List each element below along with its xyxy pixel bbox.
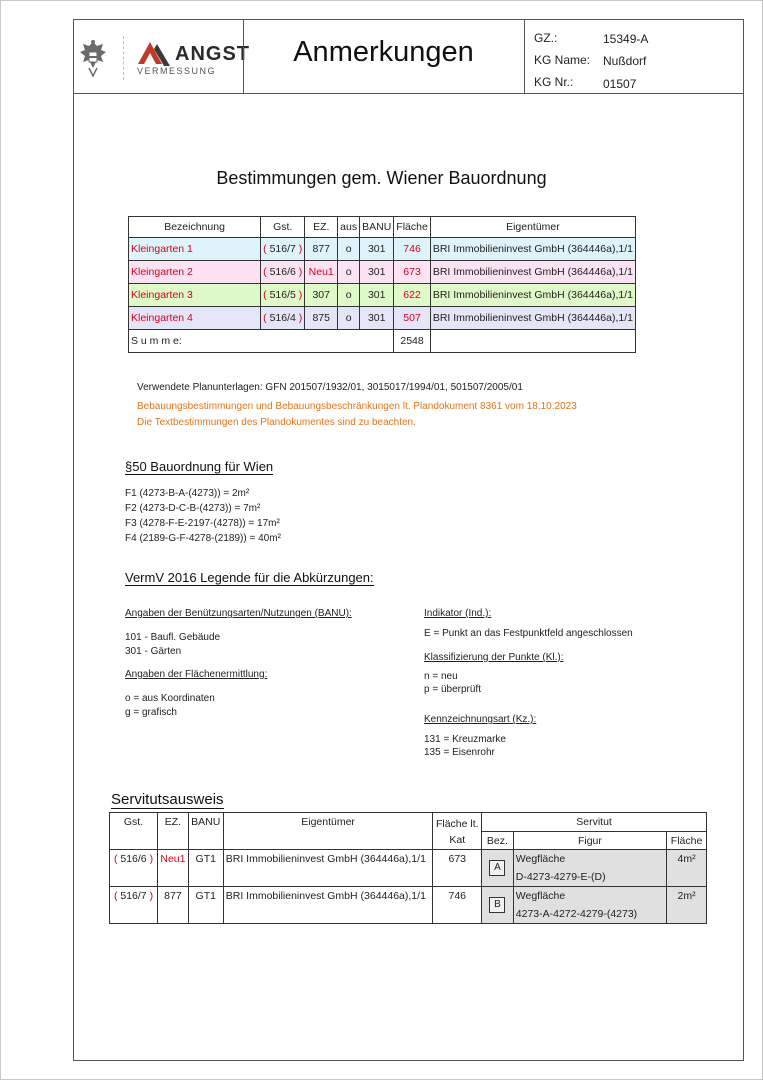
- table-row: [129, 307, 636, 330]
- table-row: [129, 284, 636, 307]
- servitut-header-row: [110, 813, 707, 832]
- legend-title: VermV 2016 Legende für die Abkürzungen:: [125, 570, 374, 585]
- paren-close: ): [295, 243, 303, 255]
- cell-aus: o: [338, 238, 360, 261]
- cell-bezeichnung: Kleingarten 4: [129, 307, 261, 330]
- cell-bezeichnung: Kleingarten 3: [129, 284, 261, 307]
- indikator-title: Indikator (Ind.):: [424, 608, 492, 619]
- kennzeichnung-item: 135 = Eisenrohr: [424, 747, 495, 758]
- servitut-row: [110, 887, 707, 924]
- col-header: Servitut: [482, 813, 707, 832]
- indikator-item: E = Punkt an das Festpunktfeld angeschlossen: [424, 628, 633, 639]
- servitut-title: Servitutsausweis: [111, 791, 224, 808]
- klassifizierung-item: n = neu: [424, 671, 458, 682]
- klassifizierung-title: Klassifizierung der Punkte (Kl.):: [424, 652, 564, 663]
- cell-flaeche: 673: [394, 261, 431, 284]
- cell-gst: [261, 238, 305, 261]
- kennzeichnung-item: 131 = Kreuzmarke: [424, 734, 506, 745]
- cell-flaeche: 2m²: [667, 887, 707, 924]
- cell-owner: BRI Immobilieninvest GmbH (364446a),1/1: [430, 284, 635, 307]
- paren-open: (: [113, 890, 121, 902]
- col-header-flaeche-kat: [433, 813, 482, 850]
- banu-item: 301 - Gärten: [125, 646, 182, 657]
- cell-gst: [110, 850, 158, 887]
- meta-label-kg-nr: KG Nr.:: [534, 75, 574, 89]
- col-header: Fläche: [667, 832, 707, 850]
- cell-ez: 877: [158, 887, 189, 924]
- sum-row: [129, 330, 636, 353]
- flaeche-item: g = grafisch: [125, 707, 177, 718]
- meta-value-kg-name: Nußdorf: [603, 54, 647, 68]
- para50-item: F2 (4273-D-C-B-(4273)) = 7m²: [125, 503, 261, 514]
- kennzeichnung-title: Kennzeichnungsart (Kz.):: [424, 714, 537, 725]
- para50-title: §50 Bauordnung für Wien: [125, 459, 274, 474]
- coat-of-arms-icon: [77, 38, 109, 78]
- cell-ez: 307: [305, 284, 338, 307]
- cell-owner: BRI Immobilieninvest GmbH (364446a),1/1: [430, 238, 635, 261]
- cell-bez: [482, 850, 514, 887]
- meta-separator: [524, 19, 525, 93]
- banu-item: 101 - Baufl. Gebäude: [125, 632, 221, 643]
- paren-open: (: [263, 312, 270, 324]
- cell-flaeche: 507: [394, 307, 431, 330]
- cell-figur: [513, 887, 666, 924]
- gst-value: 516/6: [120, 853, 147, 865]
- cell-banu: 301: [360, 238, 394, 261]
- table-header-row: [129, 217, 636, 238]
- note-textbestimmungen: Die Textbestimmungen des Plandokumentes sind zu beachten.: [137, 417, 416, 428]
- bez-label: B: [489, 897, 505, 913]
- sum-empty: [430, 330, 635, 353]
- meta-value-kg-nr: 01507: [603, 77, 637, 91]
- paren-open: (: [263, 289, 270, 301]
- logo-divider: [123, 36, 124, 80]
- col-header: Figur: [513, 832, 666, 850]
- paren-close: ): [295, 289, 303, 301]
- cell-owner: BRI Immobilieninvest GmbH (364446a),1/1: [223, 850, 433, 887]
- sum-label: S u m m e:: [129, 330, 394, 353]
- cell-owner: BRI Immobilieninvest GmbH (364446a),1/1: [223, 887, 433, 924]
- col-header: EZ.: [305, 217, 338, 238]
- cell-ez: 877: [305, 238, 338, 261]
- sum-value: 2548: [394, 330, 431, 353]
- figur-points: 4273-A-4272-4279-(4273): [515, 908, 638, 920]
- cell-banu: 301: [360, 307, 394, 330]
- brand-name: ANGST: [175, 43, 250, 65]
- cell-bez: [482, 887, 514, 924]
- cell-bezeichnung: Kleingarten 1: [129, 238, 261, 261]
- figur-name: Wegfläche: [515, 890, 566, 902]
- gst-value: 516/7: [269, 243, 296, 255]
- meta-label-kg-name: KG Name:: [534, 53, 591, 67]
- header-divider: [73, 93, 744, 94]
- col-header: Bez.: [482, 832, 514, 850]
- flaeche-kat-line1: Fläche lt.: [435, 818, 479, 830]
- cell-flaeche: 4m²: [667, 850, 707, 887]
- cell-gst: [110, 887, 158, 924]
- paren-close: ): [146, 890, 154, 902]
- cell-banu: 301: [360, 261, 394, 284]
- brand-subtitle: VERMESSUNG: [137, 66, 217, 76]
- note-bebauungsbestimmungen: Bebauungsbestimmungen und Bebauungsbeschränkungen lt. Plandokument 8361 vom 18.10.2023: [137, 401, 577, 412]
- klassifizierung-item: p = überprüft: [424, 684, 481, 695]
- gst-value: 516/5: [269, 289, 296, 301]
- cell-owner: BRI Immobilieninvest GmbH (364446a),1/1: [430, 261, 635, 284]
- flaeche-title: Angaben der Flächenermittlung:: [125, 669, 268, 680]
- paren-close: ): [146, 853, 154, 865]
- banu-title: Angaben der Benützungsarten/Nutzungen (BANU):: [125, 608, 352, 619]
- gst-value: 516/6: [269, 266, 296, 278]
- table-row: [129, 261, 636, 284]
- bestimmungen-table: [128, 216, 636, 353]
- servitut-table: [109, 812, 707, 924]
- flaeche-item: o = aus Koordinaten: [125, 693, 215, 704]
- para50-item: F4 (2189-G-F-4278-(2189)) = 40m²: [125, 533, 281, 544]
- paren-open: (: [113, 853, 121, 865]
- cell-flaeche-kat: 746: [433, 887, 482, 924]
- col-header: Eigentümer: [430, 217, 635, 238]
- paren-open: (: [263, 266, 270, 278]
- col-header: EZ.: [158, 813, 189, 850]
- cell-banu: 301: [360, 284, 394, 307]
- cell-ez: Neu1: [305, 261, 338, 284]
- col-header: Gst.: [261, 217, 305, 238]
- cell-flaeche: 746: [394, 238, 431, 261]
- figur-points: D-4273-4279-E-(D): [515, 871, 606, 883]
- col-header: aus: [338, 217, 360, 238]
- cell-flaeche-kat: 673: [433, 850, 482, 887]
- section-title-bauordnung: Bestimmungen gem. Wiener Bauordnung: [216, 168, 547, 188]
- angst-logo-icon: [137, 41, 173, 67]
- paren-open: (: [263, 243, 270, 255]
- col-header: BANU: [360, 217, 394, 238]
- cell-aus: o: [338, 307, 360, 330]
- flaeche-kat-line2: Kat: [449, 834, 466, 846]
- paren-close: ): [295, 312, 303, 324]
- col-header: Fläche: [394, 217, 431, 238]
- cell-figur: [513, 850, 666, 887]
- para50-item: F1 (4273-B-A-(4273)) = 2m²: [125, 488, 250, 499]
- cell-ez: Neu1: [158, 850, 189, 887]
- paren-close: ): [295, 266, 303, 278]
- cell-banu: GT1: [188, 887, 223, 924]
- note-planunterlagen: Verwendete Planunterlagen: GFN 201507/1932/01, 3015017/1994/01, 501507/2005/01: [137, 382, 523, 393]
- cell-gst: [261, 261, 305, 284]
- figur-name: Wegfläche: [515, 853, 566, 865]
- meta-value-gz: 15349-A: [603, 32, 649, 46]
- gst-value: 516/4: [269, 312, 296, 324]
- cell-gst: [261, 284, 305, 307]
- cell-aus: o: [338, 284, 360, 307]
- bez-label: A: [489, 860, 505, 876]
- table-row: [129, 238, 636, 261]
- meta-label-gz: GZ.:: [534, 31, 558, 45]
- cell-aus: o: [338, 261, 360, 284]
- gst-value: 516/7: [120, 890, 147, 902]
- cell-flaeche: 622: [394, 284, 431, 307]
- cell-bezeichnung: Kleingarten 2: [129, 261, 261, 284]
- col-header: Eigentümer: [223, 813, 433, 850]
- servitut-row: [110, 850, 707, 887]
- cell-gst: [261, 307, 305, 330]
- cell-ez: 875: [305, 307, 338, 330]
- col-header: Gst.: [110, 813, 158, 850]
- para50-item: F3 (4278-F-E-2197-(4278)) = 17m²: [125, 518, 280, 529]
- cell-banu: GT1: [188, 850, 223, 887]
- cell-owner: BRI Immobilieninvest GmbH (364446a),1/1: [430, 307, 635, 330]
- col-header: BANU: [188, 813, 223, 850]
- document-title: Anmerkungen: [293, 36, 474, 68]
- col-header: Bezeichnung: [129, 217, 261, 238]
